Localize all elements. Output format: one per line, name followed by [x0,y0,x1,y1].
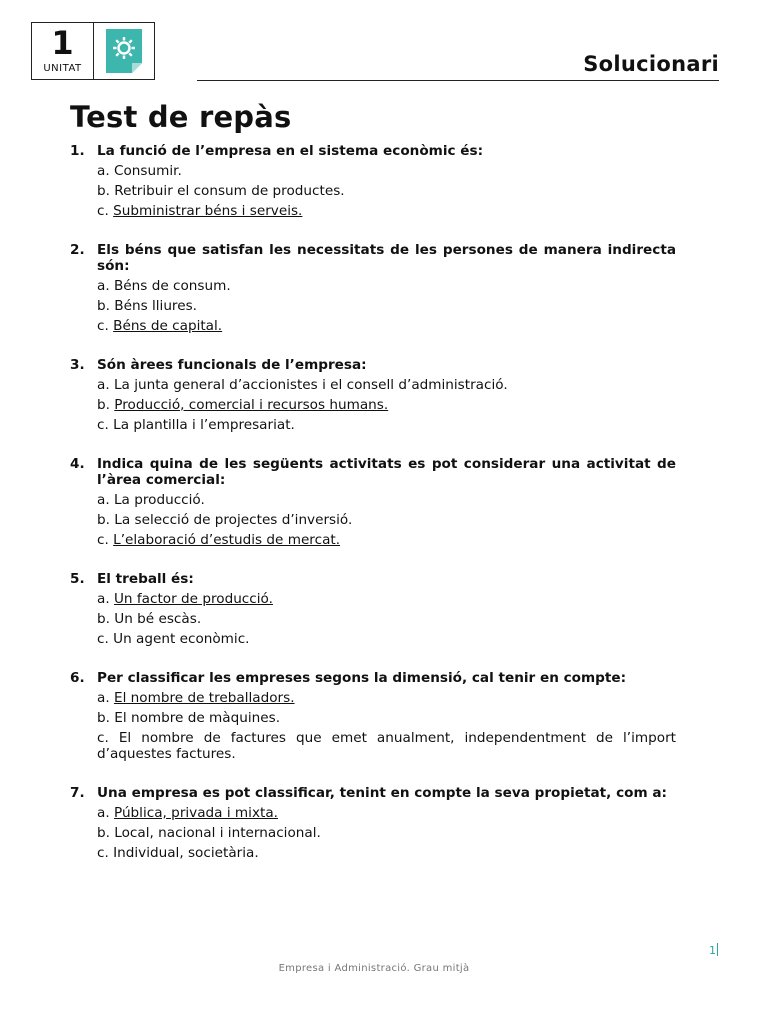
option-letter: b. [97,710,110,726]
question-2 [70,242,676,334]
option-letter: a. [97,492,110,508]
question-number: 2. [70,242,85,258]
answer-option [97,710,676,726]
question-number: 1. [70,143,85,159]
question-heading [70,456,676,488]
option-text: Béns de consum. [113,278,231,294]
option-letter: c. [97,631,109,647]
option-text: Consumir. [113,163,182,179]
answer-option [97,492,676,508]
option-letter: b. [97,611,110,627]
correct-answer-text: Producció, comercial i recursos humans. [114,397,389,413]
option-letter: c. [97,532,109,548]
answer-option [97,611,676,627]
option-letter: b. [97,298,110,314]
correct-answer-text: Subministrar béns i serveis. [113,203,303,219]
question-text: Per classificar les empreses segons la dimensió, cal tenir en compte: [97,670,627,686]
question-3 [70,357,676,433]
answer-option [97,318,676,334]
option-text: Individual, societària. [113,845,259,861]
question-6 [70,670,676,762]
question-heading [70,785,676,801]
option-letter: a. [97,163,110,179]
option-letter: a. [97,377,110,393]
correct-answer-text: Pública, privada i mixta. [113,805,278,821]
answer-option [97,298,676,314]
question-text: El treball és: [97,571,194,587]
answer-options [97,278,676,334]
correct-answer-text: L’elaboració d’estudis de mercat. [113,532,341,548]
option-text: El nombre de màquines. [114,710,281,726]
option-letter: c. [97,730,109,746]
answer-options [97,805,676,861]
answer-option [97,825,676,841]
answer-options [97,591,676,647]
answer-option [97,377,676,393]
answer-option [97,730,676,762]
question-text: La funció de l’empresa en el sistema econòmic és: [97,143,484,159]
answer-option [97,631,676,647]
question-text: Una empresa es pot classificar, tenint en compte la seva propietat, com a: [97,785,667,801]
option-text: La junta general d’accionistes i el consell d’administració. [113,377,508,393]
option-letter: a. [97,805,110,821]
question-number: 5. [70,571,85,587]
footer-text: Empresa i Administració. Grau mitjà [278,963,470,974]
gear-document-icon [94,23,154,79]
answer-option [97,278,676,294]
question-number: 6. [70,670,85,686]
answer-option [97,183,676,199]
question-1 [70,143,676,219]
answer-option [97,690,676,706]
option-letter: b. [97,825,110,841]
correct-answer-text: Béns de capital. [113,318,223,334]
option-text: Local, nacional i internacional. [114,825,321,841]
question-5 [70,571,676,647]
option-letter: a. [97,278,110,294]
option-text: La plantilla i l’empresariat. [113,417,295,433]
option-text: La selecció de projectes d’inversió. [114,512,353,528]
option-letter: a. [97,591,110,607]
answer-options [97,492,676,548]
answer-option [97,591,676,607]
header-title: Solucionari [583,52,719,76]
option-letter: a. [97,690,110,706]
option-text: Un agent econòmic. [113,631,250,647]
question-heading [70,143,676,159]
answer-option [97,532,676,548]
question-heading [70,670,676,686]
answer-option [97,163,676,179]
question-heading [70,357,676,373]
option-letter: c. [97,417,109,433]
unit-label: UNITAT [43,63,82,74]
unit-number: 1 [51,24,74,62]
question-text: Indica quina de les següents activitats es pot considerar una activitat de l’àrea comercial: [97,456,676,488]
page-number: 1 [709,944,716,957]
option-text: Un bé escàs. [114,611,202,627]
option-text: Retribuir el consum de productes. [114,183,345,199]
question-number: 3. [70,357,85,373]
option-letter: c. [97,845,109,861]
question-4 [70,456,676,548]
question-heading [70,571,676,587]
answer-options [97,377,676,433]
option-letter: c. [97,318,109,334]
question-heading [70,242,676,274]
question-list [70,143,676,884]
question-text: Són àrees funcionals de l’empresa: [97,357,367,373]
option-letter: b. [97,512,110,528]
correct-answer-text: El nombre de treballadors. [113,690,295,706]
option-text: El nombre de factures que emet anualment, independentment de l’import d’aquestes factures. [97,730,676,762]
answer-option [97,203,676,219]
unit-number-cell [32,23,94,79]
answer-options [97,690,676,762]
answer-option [97,397,676,413]
page-title: Test de repàs [70,100,292,134]
option-letter: b. [97,397,110,413]
answer-options [97,163,676,219]
answer-option [97,805,676,821]
question-7 [70,785,676,861]
question-number: 4. [70,456,85,472]
question-number: 7. [70,785,85,801]
option-text: Béns lliures. [114,298,197,314]
answer-option [97,417,676,433]
option-text: La producció. [113,492,205,508]
answer-option [97,845,676,861]
answer-option [97,512,676,528]
option-letter: b. [97,183,110,199]
option-letter: c. [97,203,109,219]
question-text: Els béns que satisfan les necessitats de les persones de manera indirecta són: [97,242,676,274]
unit-badge [31,22,155,80]
header-divider [197,80,719,81]
correct-answer-text: Un factor de producció. [113,591,273,607]
